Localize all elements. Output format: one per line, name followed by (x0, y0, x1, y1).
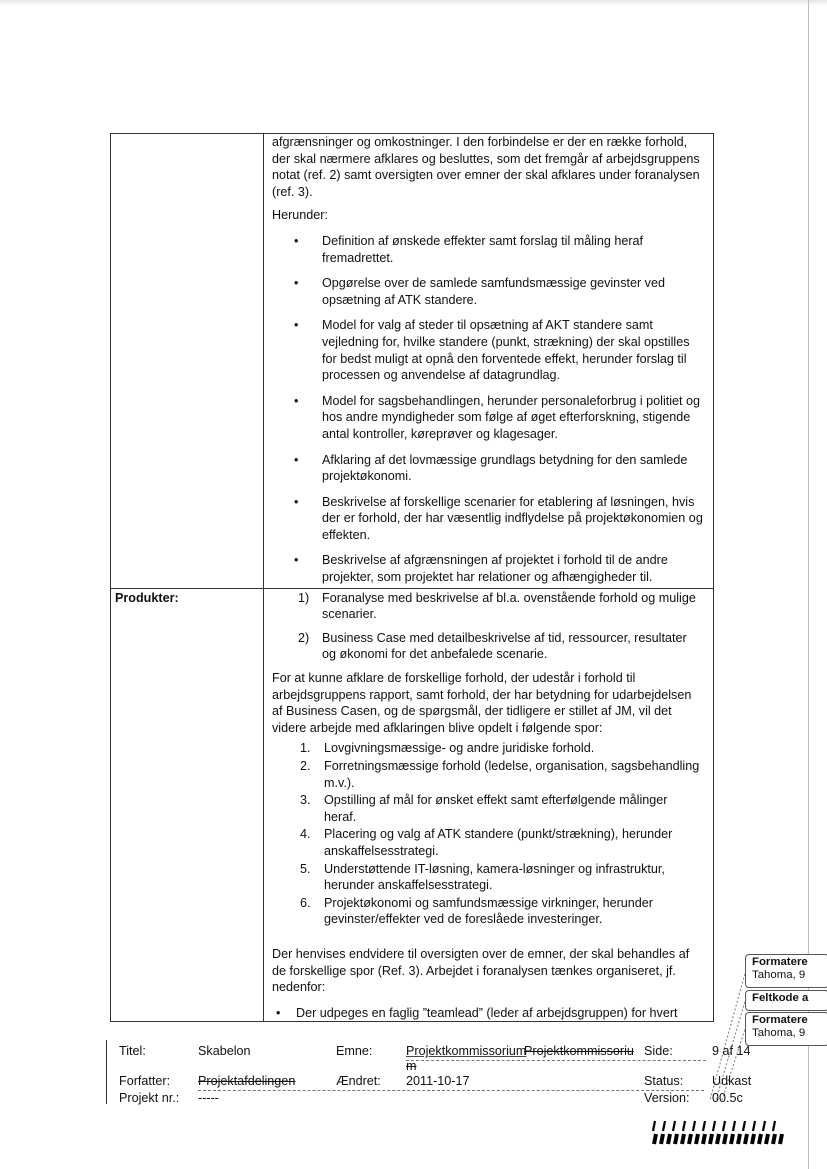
scan-edge-artifact (0, 0, 827, 6)
footer-forfatter-label: Forfatter: (119, 1074, 171, 1088)
list-item-text: Projektøkonomi og samfundsmæssige virkninger, herunder gevinster/effekter ved de foreslåede investeringer. (324, 895, 653, 927)
list-item-text: Model for sagsbehandlingen, herunder personaleforbrug i politiet og hos andre myndigheder som følge af øget efterforskning, stigende antal kontroller, køreprøver og klagesager. (322, 393, 701, 441)
list-item (272, 275, 703, 308)
barcode-image (652, 1120, 786, 1146)
bullet-icon: • (294, 452, 299, 467)
footer-forfatter-value: Projektafdelingen (198, 1074, 296, 1088)
footer-side-label: Side: (644, 1044, 673, 1058)
list-item (272, 792, 703, 825)
bullet-icon: • (294, 318, 299, 333)
balloon-title: Feltkode a (752, 992, 809, 1004)
teamlead-bullet (272, 1005, 703, 1022)
list-item-text: Definition af ønskede effekter samt forslag til måling heraf fremadrettet. (322, 233, 644, 265)
empty-label-cell (111, 134, 264, 589)
footer-titel-label: Titel: (119, 1044, 146, 1058)
document-footer (106, 1040, 766, 1110)
footer-dash-line (406, 1060, 706, 1061)
footer-status-value: Udkast (712, 1074, 752, 1088)
footer-aendret-value: 2011-10-17 (406, 1074, 470, 1088)
intro-line: afgrænsninger og omkostninger. I den forbindelse er der en række forhold, (272, 135, 688, 149)
list-item (272, 740, 703, 757)
list-item (272, 552, 703, 585)
list-number: 6. (300, 895, 311, 910)
balloon-title: Formatere (752, 956, 808, 968)
footer-emne-value-deleted-tail: m (406, 1059, 417, 1073)
balloon-text: Tahoma, 9 (752, 1027, 806, 1039)
list-item (272, 494, 703, 544)
produkter-label: Produkter: (111, 588, 264, 1022)
comment-balloon-fieldcode[interactable] (745, 990, 827, 1011)
footer-projekt-value: ----- (198, 1091, 219, 1105)
list-item (272, 233, 703, 266)
intro-line: der skal nærmere afklares og besluttes, som det fremgår af arbejdsgruppens (272, 151, 700, 166)
project-table (110, 133, 714, 1022)
list-number: 4. (300, 827, 311, 842)
intro-paragraph (272, 134, 703, 200)
list-item-text: Placering og valg af ATK standere (punkt/strækning), herunder anskaffelsesstrategi. (324, 827, 673, 858)
list-item-text: Forretningsmæssige forhold (ledelse, organisation, sagsbehandling m.v.). (324, 759, 700, 790)
list-item (272, 826, 703, 859)
list-item (272, 630, 703, 663)
footer-titel-value: Skabelon (198, 1044, 251, 1058)
list-item (272, 452, 703, 485)
list-item-text: Der udpeges en faglig ”teamlead” (leder af arbejdsgruppen) for hvert (296, 1005, 678, 1020)
table-row-produkter (111, 588, 714, 1022)
bullet-icon: • (276, 1005, 281, 1020)
scope-bullet-list (272, 233, 703, 586)
list-item (272, 895, 703, 928)
footer-version-label: Version: (644, 1091, 690, 1105)
list-item-text: Beskrivelse af afgrænsningen af projektet i forhold til de andre projekter, som projektet har relationer og afhængigheder til. (322, 553, 668, 585)
footer-emne-label: Emne: (336, 1044, 373, 1058)
footer-side-value: 9 af 14 (712, 1044, 751, 1058)
list-item (272, 590, 703, 623)
footer-aendret-label: Ændret: (336, 1074, 381, 1088)
list-item (272, 758, 703, 791)
bullet-icon: • (294, 233, 299, 248)
forhold-paragraph: For at kunne afklare de forskellige forhold, der udestår i forhold til arbejdsgruppens rapport, samt forhold, der har betydning for udarbejdelsen af Business Casen, og de spørgsmål, der tidligere er stillet af JM, vil det videre arbejde med afklaringen blive opdelt i følgende spor: (272, 671, 692, 735)
bullet-icon: • (294, 393, 299, 408)
table-row-scope (111, 134, 714, 589)
list-number: 2) (298, 630, 310, 645)
list-item-text: Afklaring af det lovmæssige grundlags betydning for den samlede projektøkonomi. (322, 452, 688, 484)
list-number: 2. (300, 759, 311, 773)
footer-emne-value-inserted: Projektkommissorium (406, 1044, 527, 1058)
list-item-text: Foranalyse med beskrivelse af bl.a. ovenstående forhold og mulige scenarier. (322, 590, 696, 622)
list-number: 1) (298, 590, 310, 605)
footer-version-value: 00.5c (712, 1091, 743, 1105)
bullet-icon: • (294, 276, 299, 291)
list-item-text: Opstilling af mål for ønsket effekt samt efterfølgende målinger heraf. (324, 793, 668, 824)
list-item-text: Beskrivelse af forskellige scenarier for etablering af løsningen, hvis der er forhold, der har væsentlig indflydelse på projektøkonomien og effekten. (322, 494, 703, 542)
intro-line: (ref. 3). (272, 184, 313, 199)
produkter-list (272, 590, 703, 663)
list-number: 5. (300, 861, 311, 876)
spor-list (272, 740, 703, 928)
scope-cell (264, 134, 714, 589)
list-item (272, 317, 703, 383)
list-item-text: Opgørelse over de samlede samfundsmæssige gevinster ved opsætning af ATK standere. (322, 276, 665, 307)
footer-projekt-label: Projekt nr.: (119, 1091, 180, 1105)
henvises-paragraph: Der henvises endvidere til oversigten over de emner, der skal behandles af de forskellige spor (Ref. 3). Arbejdet i foranalysen tænkes organiseret, jf. nedenfor: (272, 946, 690, 995)
list-item-text: Understøttende IT-løsning, kamera-løsninger og infrastruktur, herunder anskaffelsesstrategi. (324, 861, 665, 893)
balloon-title: Formatere (752, 1014, 808, 1026)
bullet-icon: • (294, 553, 299, 568)
list-item (272, 861, 703, 894)
footer-status-label: Status: (644, 1074, 684, 1088)
list-number: 3. (300, 793, 311, 808)
comment-balloon-formatting[interactable] (745, 954, 827, 988)
list-item-text: Business Case med detailbeskrivelse af tid, ressourcer, resultater og økonomi for det anbefalede scenarie. (322, 630, 687, 662)
bullet-icon: • (294, 494, 299, 509)
list-item-text: Model for valg af steder til opsætning af AKT standere samt vejledning for, hvilke standere (punkt, strækning) der skal opstilles for bedst muligt at opnå den forventede effekt, herunder forslag til processen og anvendelse af datagrundlag. (322, 318, 690, 383)
list-number: 1. (300, 741, 311, 756)
footer-emne-value-deleted: Projektkommissoriu (524, 1044, 634, 1058)
produkter-cell (264, 588, 714, 1022)
list-item (272, 393, 703, 443)
balloon-text: Tahoma, 9 (752, 969, 806, 981)
intro-line: notat (ref. 2) samt oversigten over emner der skal afklares under foranalysen (272, 168, 700, 183)
list-item-text: Lovgivningsmæssige- og andre juridiske forhold. (324, 741, 595, 756)
footer-left-bar (106, 1040, 107, 1104)
herunder-heading: Herunder: (272, 208, 329, 223)
footer-dash-line (198, 1090, 704, 1091)
